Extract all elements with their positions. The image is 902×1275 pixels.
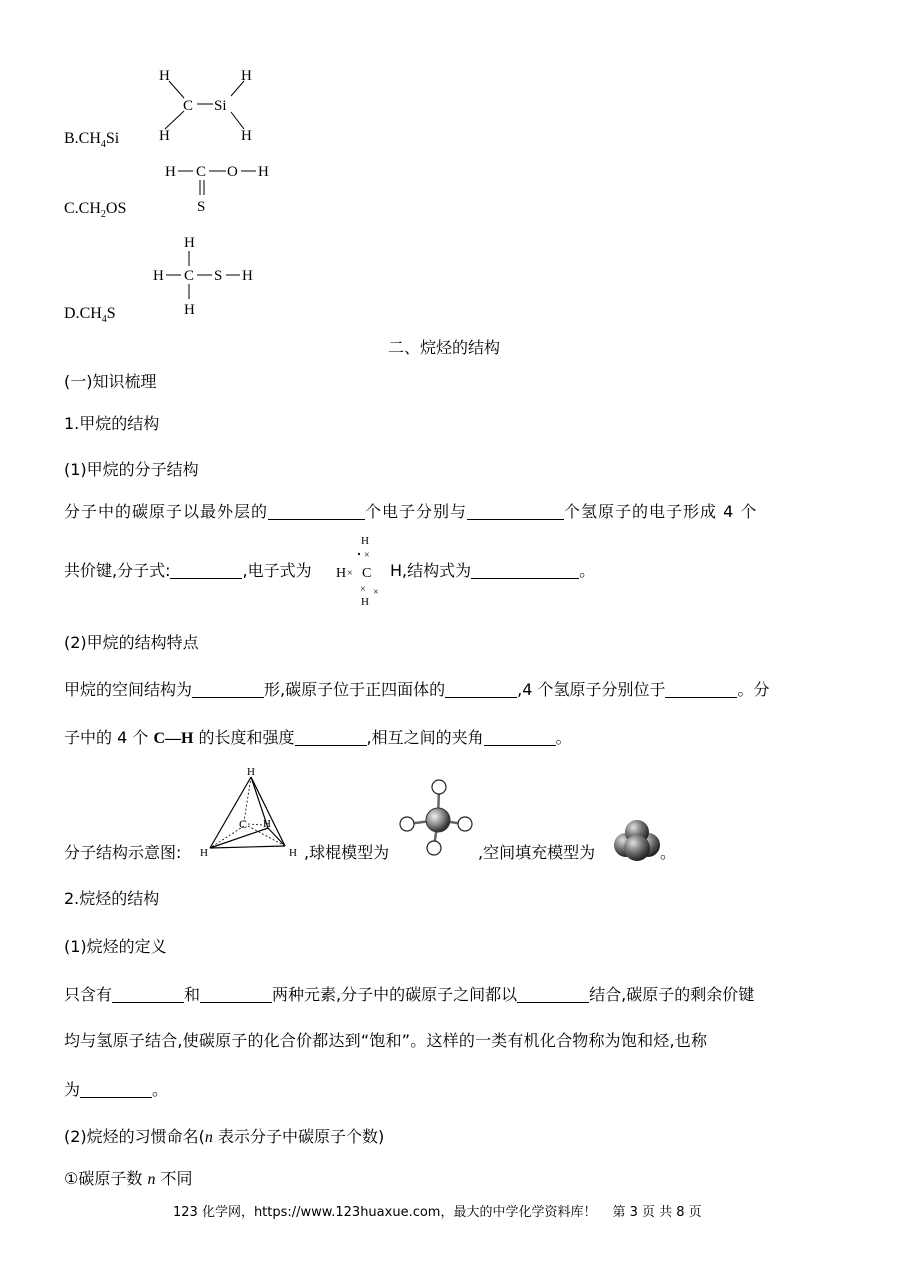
ball-stick-model [396, 776, 478, 858]
electron-cross: × [360, 584, 366, 595]
atom-c: C [196, 164, 207, 180]
atom-h: H [247, 766, 255, 778]
electron-cross: × [364, 550, 370, 561]
option-c: $C.CH_2OS$ [64, 200, 127, 221]
option-letter: C. [64, 200, 79, 217]
atom-s: S [214, 268, 223, 284]
methane-sub1: (1)甲烷的分子结构 [64, 460, 199, 479]
option-b: $B.CH_4Si$ [64, 130, 120, 151]
alkane-heading: 2.烷烃的结构 [64, 889, 160, 908]
space-filling-model [612, 818, 662, 864]
blank [200, 986, 272, 1003]
atom-h: H [153, 268, 164, 284]
diagram-end: 。 [660, 843, 677, 862]
fill-label: ,空间填充模型为 [478, 843, 596, 862]
methane-para4: 子中的 4 个 C—H 的长度和强度 ,相互之间的夹角 。 [64, 728, 572, 747]
atom-h: H [241, 128, 252, 144]
atom-h: H [184, 302, 195, 318]
atom-c: C [239, 817, 248, 831]
atom-h: H [200, 847, 208, 859]
methane-heading: 1.甲烷的结构 [64, 414, 160, 433]
alkane-sub2: (2)烷烃的习惯命名(n 表示分子中碳原子个数) [64, 1127, 385, 1146]
methane-sub2: (2)甲烷的结构特点 [64, 633, 199, 652]
methane-para1: 分子中的碳原子以最外层的 个电子分别与 个氢原子的电子形成 4 个 [64, 502, 758, 521]
methane-electron-formula [332, 532, 390, 612]
atom-o: O [227, 164, 238, 180]
blank [445, 681, 517, 698]
atom-h: H [241, 68, 252, 84]
electron-cross: × [373, 587, 379, 598]
atom-h: H [159, 68, 170, 84]
blank [170, 562, 242, 579]
section-title: 二、烷烃的结构 [388, 338, 501, 357]
atom-c: C [362, 566, 372, 581]
blank [471, 562, 579, 579]
diagram-label: 分子结构示意图: [64, 843, 182, 862]
alkane-circle1: ①碳原子数 n 不同 [64, 1169, 193, 1188]
footer-page-number: 第 3 页 共 8 页 [612, 1205, 702, 1220]
atom-si: Si [214, 98, 227, 114]
atom-s: S [197, 199, 206, 215]
atom-h: H [263, 818, 271, 830]
blank [467, 503, 564, 520]
blank [112, 986, 184, 1003]
option-letter: D. [64, 305, 80, 322]
ch4s-structure [148, 230, 263, 320]
tetrahedron-diagram [196, 764, 302, 862]
option-d: $D.CH_4S$ [64, 305, 116, 326]
atom-h: H [336, 566, 347, 581]
atom-c: C [183, 98, 194, 114]
atom-h: H [159, 128, 170, 144]
alkane-sub1: (1)烷烃的定义 [64, 937, 167, 956]
atom-h: H [165, 164, 176, 180]
methane-para2-cont: H,结构式为 。 [390, 561, 596, 580]
atom-h: H [361, 535, 369, 547]
atom-h: H [390, 561, 403, 580]
blank [80, 1081, 152, 1098]
footer [173, 1201, 702, 1220]
blank [484, 729, 556, 746]
ch2os-structure [160, 158, 280, 218]
atom-h: H [258, 164, 269, 180]
ball-label: ,球棍模型为 [304, 843, 390, 862]
alkane-para1: 只含有 和 两种元素,分子中的碳原子之间都以 结合,碳原子的剩余价键 [64, 985, 755, 1004]
knowledge-heading: (一)知识梳理 [64, 372, 157, 391]
blank [295, 729, 367, 746]
ch4si-structure [150, 62, 265, 147]
electron-cross: × [347, 568, 353, 579]
atom-c: C [184, 268, 195, 284]
blank [517, 986, 589, 1003]
alkane-para2: 均与氢原子结合,使碳原子的化合价都达到“饱和”。这样的一类有机化合物称为饱和烃,也称 [64, 1031, 708, 1050]
footer-site: 123 化学网，https://www.123huaxue.com，最大的中学化学资料库！ [173, 1205, 597, 1220]
option-letter: B. [64, 130, 79, 147]
atom-h: H [361, 596, 369, 608]
blank [192, 681, 264, 698]
methane-para3: 甲烷的空间结构为 形,碳原子位于正四面体的 ,4 个氢原子分别位于 。分 [64, 680, 770, 699]
atom-h: H [289, 847, 297, 859]
alkane-para3: 为 。 [64, 1080, 169, 1099]
blank [665, 681, 737, 698]
methane-para2: 共价键,分子式: ,电子式为 [64, 561, 312, 580]
atom-h: H [184, 235, 195, 251]
blank [268, 503, 365, 520]
atom-h: H [242, 268, 253, 284]
